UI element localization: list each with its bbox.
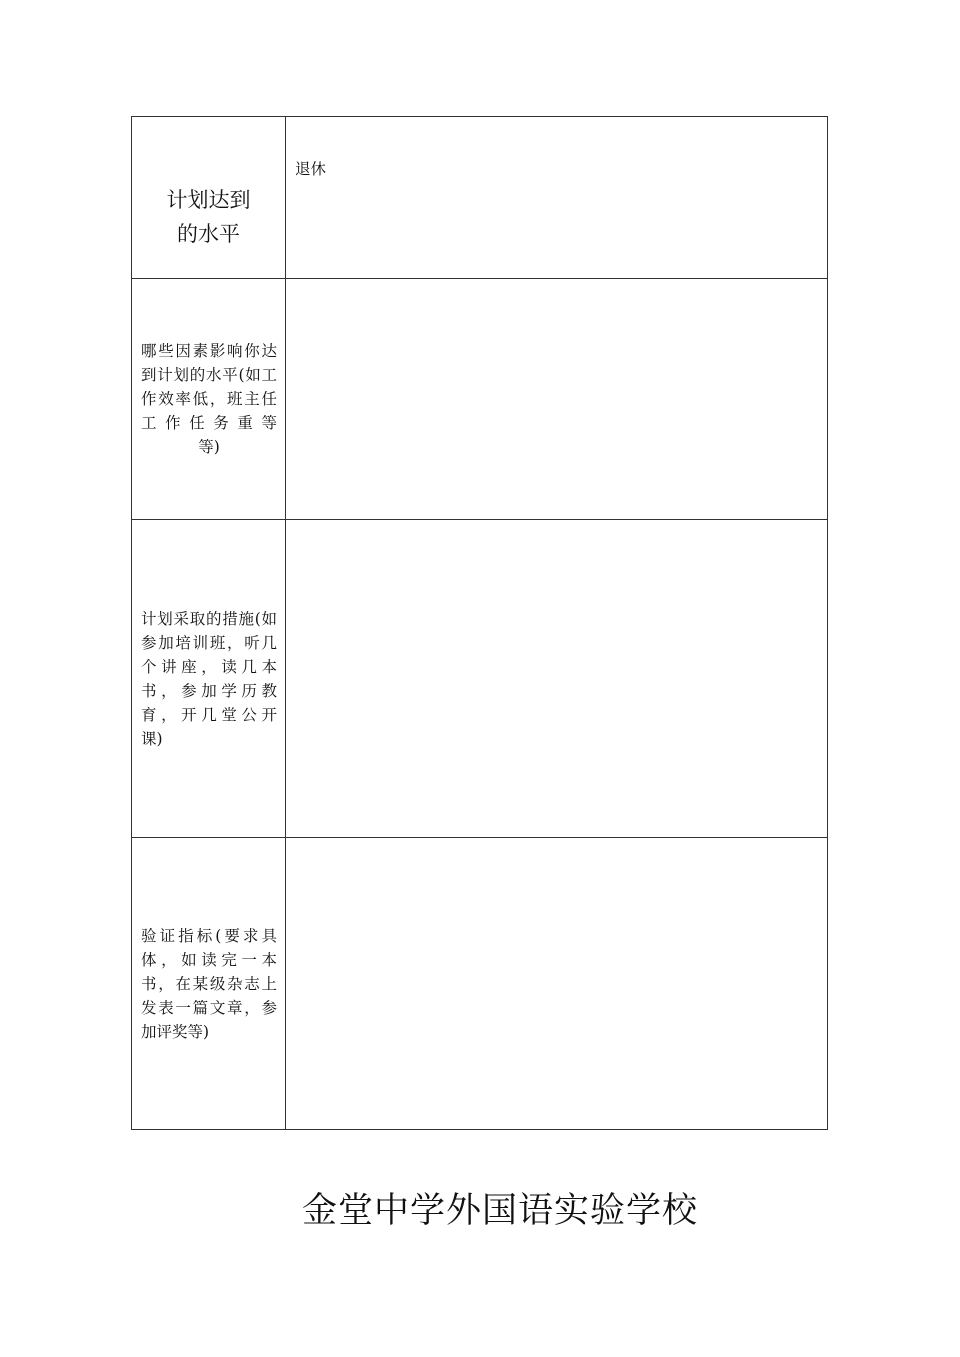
label-indicators-text: 验证指标(要求具体，如读完一本书，在某级杂志上发表一篇文章，参	[141, 926, 277, 1017]
form-row-factors	[132, 279, 828, 520]
value-factors	[286, 279, 827, 319]
value-cell-factors[interactable]	[286, 279, 828, 520]
label-measures-tail: 课)	[141, 729, 163, 748]
label-cell-measures	[132, 520, 286, 838]
form-row-target-level	[132, 117, 828, 279]
school-name: 金堂中学外国语实验学校	[301, 1191, 698, 1231]
form-row-measures	[132, 520, 828, 838]
value-cell-measures[interactable]	[286, 520, 828, 838]
plan-form-table	[131, 116, 828, 1130]
label-cell-target-level	[132, 117, 286, 279]
value-cell-target-level[interactable]	[286, 117, 828, 279]
label-indicators	[132, 924, 285, 1044]
value-target-level: 退休	[295, 160, 327, 178]
label-cell-factors	[132, 279, 286, 520]
label-target-level	[132, 145, 285, 251]
value-measures	[286, 520, 827, 560]
value-indicators	[286, 838, 827, 878]
form-row-indicators	[132, 838, 828, 1130]
label-indicators-tail: 加评奖等)	[141, 1022, 210, 1041]
label-cell-indicators	[132, 838, 286, 1130]
label-factors-tail: 等)	[198, 438, 220, 456]
label-factors-text: 哪些因素影响你达到计划的水平(如工作效率低，班主任工作任务重等	[141, 342, 277, 432]
label-line: 计划达到	[166, 187, 251, 212]
value-cell-indicators[interactable]	[286, 838, 828, 1130]
label-measures	[132, 607, 285, 751]
label-factors	[132, 339, 285, 459]
label-measures-text: 计划采取的措施(如参加培训班，听几个讲座，读几本书，参加学历教育，开几堂公开	[141, 609, 277, 724]
label-line: 的水平	[177, 221, 240, 246]
